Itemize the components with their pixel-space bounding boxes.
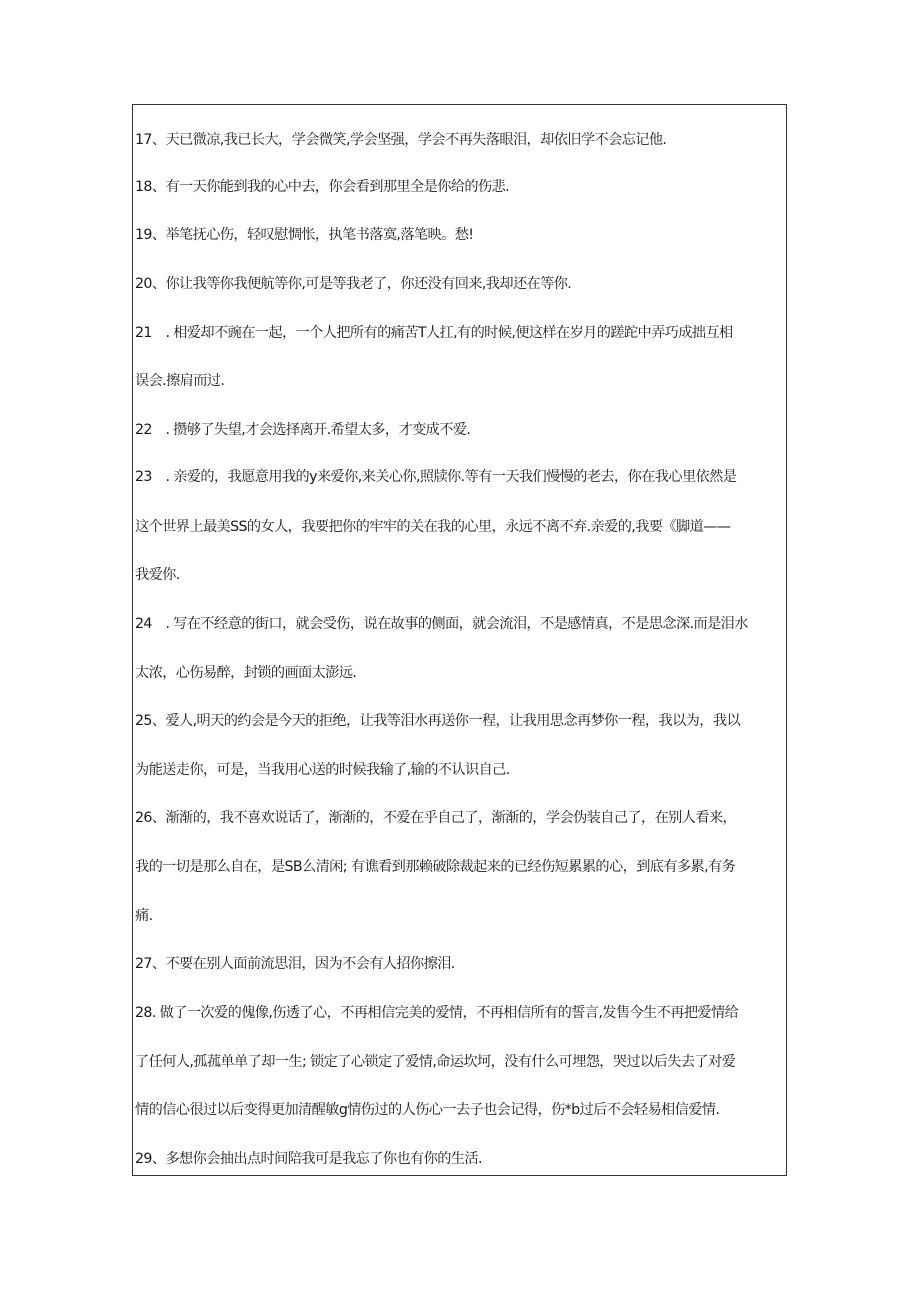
text-line-23-cont: 这个世界上最美SS的女人，我要把你的牢牢的关在我的心里，永远不离不弃.亲爱的,我要《脚道—— bbox=[135, 519, 731, 535]
text-line-22: 22 . 攒够了失望,才会选择离开.希望太多，才变成不爱. bbox=[135, 422, 471, 438]
text-line-26-end: 痛. bbox=[135, 908, 153, 924]
text-line-20: 20、你让我等你我便航等你,可是等我老了，你还没有回来,我却还在等你. bbox=[135, 276, 572, 292]
text-line-25-cont: 为能送走你，可是，当我用心送的时候我输了,输的不认识自己. bbox=[135, 762, 510, 778]
text-line-24: 24 . 写在不经意的街口，就会受伤，说在故事的侧面，就会流泪，不是感情真，不是思念深.而是泪水 bbox=[135, 616, 748, 632]
text-line-21-cont: 误会.擦肩而过. bbox=[135, 373, 225, 389]
text-line-27: 27、不要在别人面前流思泪，因为不会有人招你擦泪. bbox=[135, 956, 455, 972]
text-line-21: 21 . 相爱却不豌在一起，一个人把所有的痛苦T人扛,有的时候,便这样在岁月的蹉跎中弄巧成拙互相 bbox=[135, 325, 733, 341]
text-line-23-end: 我爱你. bbox=[135, 567, 180, 583]
text-line-18: 18、有一天你能到我的心中去，你会看到那里全是你给的伤悲. bbox=[135, 179, 510, 195]
text-line-26-cont: 我的一切是那么自在，是SB么清闲; 有谯看到那赖破除裁起来的已经伤短累累的心，到底有多累,有务 bbox=[135, 859, 736, 875]
text-line-29: 29、多想你会抽出点时间陪我可是我忘了你也有你的生活. bbox=[135, 1151, 482, 1167]
text-line-23: 23 . 亲爱的，我愿意用我的y来爱你,来关心你,照牍你.等有一天我们慢慢的老去，你在我心里依然是 bbox=[135, 469, 737, 485]
text-line-19: 19、举笔抚心伤，轻叹慰惆怅，执笔书落寞,落笔映。愁! bbox=[135, 227, 474, 243]
text-line-26: 26、渐渐的，我不喜欢说话了，渐渐的，不爱在乎自己了，渐渐的，学会伪装自己了，在别人看来， bbox=[135, 810, 737, 826]
text-line-28-cont: 了任何人,孤菰单单了却一生; 锁定了心锁定了爱情,命运坎坷，没有什么可埋怨，哭过以后失去了对爱 bbox=[135, 1054, 736, 1070]
text-line-25: 25、爱人,明天的约会是今天的拒绝，让我等泪水再送你一程，让我用思念再梦你一程，我以为，我以 bbox=[135, 713, 741, 729]
text-line-24-cont: 太浓，心伤易醉，封锁的画面太澎远. bbox=[135, 665, 357, 681]
text-line-28: 28. 做了一次爱的傀像,伤透了心，不再相信完美的爱情，不再相信所有的誓言,发售今生不再把爱情给 bbox=[135, 1005, 739, 1021]
text-line-17: 17、天已微凉,我已长大，学会微笑,学会坚强，学会不再失落眼泪，却依旧学不会忘记他. bbox=[135, 132, 667, 148]
text-line-28-end: 情的信心很过以后变得更加清醒敏g情伤过的人伤心一去子也会记得，伤*b过后不会轻易相信爱情. bbox=[135, 1102, 720, 1118]
